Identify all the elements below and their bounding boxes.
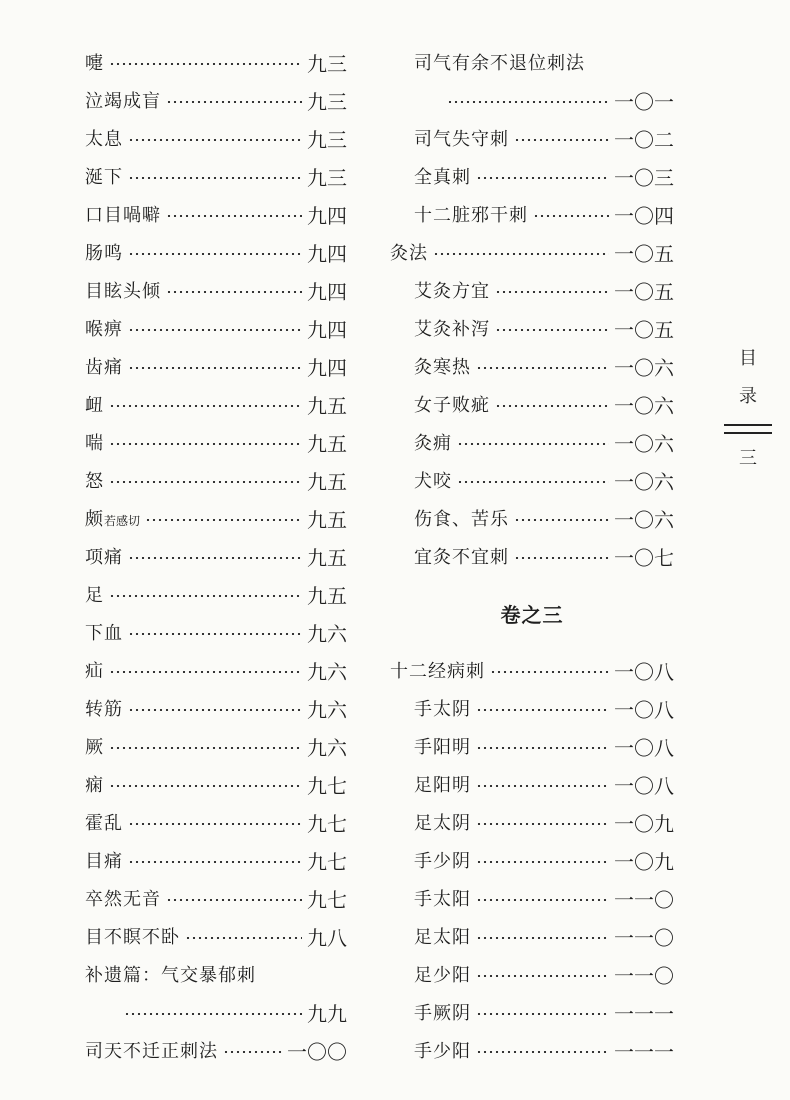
entry-page: 九五 [307,507,347,532]
entry-title: 齿痛 [85,357,123,378]
toc-entry[interactable] [85,727,347,765]
entry-title: 手少阳 [414,1041,471,1062]
toc-entry[interactable] [390,119,674,157]
leader-dots [128,367,302,369]
entry-title: 手厥阴 [414,1003,471,1024]
leader-dots [166,291,302,293]
leader-dots [457,443,609,445]
toc-entry[interactable] [85,651,347,689]
entry-title: 艾灸补泻 [414,319,490,340]
entry-title: 司气有余不退位刺法 [414,53,585,74]
entry-page: 一〇六 [614,393,674,418]
entry-title: 疝 [85,661,104,682]
entry-title: 喘 [85,433,104,454]
entry-page: 九七 [307,887,347,912]
entry-title: 转筋 [85,699,123,720]
entry-page: 一一〇 [614,925,674,950]
toc-entry[interactable] [85,955,347,993]
leader-dots [128,709,302,711]
entry-title: 项痛 [85,547,123,568]
leader-dots [495,405,609,407]
entry-page: 一〇六 [614,507,674,532]
page-number: 三 [739,448,757,469]
toc-entry[interactable] [85,195,347,233]
toc-entry[interactable] [85,423,347,461]
toc-entry[interactable] [390,841,674,879]
entry-title: 女子败疵 [414,395,490,416]
entry-title: 灸痈 [414,433,452,454]
toc-entry[interactable] [85,309,347,347]
leader-dots [109,443,302,445]
leader-dots [109,671,302,673]
toc-entry[interactable] [85,575,347,613]
toc-entry[interactable] [85,233,347,271]
toc-entry-continuation[interactable] [85,993,347,1031]
entry-page: 九六 [307,735,347,760]
entry-page: 一〇八 [614,659,674,684]
leader-dots [476,785,609,787]
entry-page: 九七 [307,849,347,874]
entry-page: 九四 [307,241,347,266]
entry-title: 口目喎噼 [85,205,161,226]
entry-title: 霍乱 [85,813,123,834]
entry-page: 一一一 [614,1001,674,1026]
leader-dots [128,633,302,635]
entry-title: 目不瞑不卧 [85,927,180,948]
toc-entry[interactable] [85,43,347,81]
toc-left-column [85,43,347,1069]
leader-dots [128,253,302,255]
leader-dots [514,519,609,521]
entry-page: 九六 [307,697,347,722]
leader-dots [109,63,302,65]
entry-title: 目痛 [85,851,123,872]
toc-entry[interactable] [390,765,674,803]
section-side-tab [724,340,772,478]
leader-dots [476,709,609,711]
entry-title: 肠鸣 [85,243,123,264]
toc-entry[interactable] [85,157,347,195]
leader-dots [476,861,609,863]
side-tab-char-mu: 目 [739,348,757,369]
leader-dots [109,481,302,483]
entry-page: 九六 [307,659,347,684]
entry-page: 一〇〇 [287,1039,347,1064]
leader-dots [495,329,609,331]
leader-dots [447,101,609,103]
entry-title [85,505,140,531]
leader-dots [476,177,609,179]
entry-page: 九五 [307,393,347,418]
entry-title: 足少阳 [414,965,471,986]
volume-heading: 卷之三 [500,602,564,627]
toc-entry[interactable] [390,917,674,955]
entry-page: 九四 [307,203,347,228]
entry-title: 太息 [85,129,123,150]
entry-page: 九四 [307,279,347,304]
entry-page: 一〇一 [614,89,674,114]
entry-title: 嚏 [85,53,104,74]
entry-page: 九五 [307,583,347,608]
entry-title: 犬咬 [414,471,452,492]
entry-title: 手太阴 [414,699,471,720]
entry-title: 手太阳 [414,889,471,910]
entry-title: 手阳明 [414,737,471,758]
leader-dots [128,139,302,141]
entry-page: 九八 [307,925,347,950]
entry-page: 一〇五 [614,241,674,266]
leader-dots [476,1051,609,1053]
entry-page: 一〇八 [614,697,674,722]
leader-dots [128,861,302,863]
entry-page: 一〇五 [614,317,674,342]
toc-entry[interactable] [390,1031,674,1069]
leader-dots [109,595,302,597]
toc-entry[interactable] [85,1031,347,1069]
entry-page: 九三 [307,51,347,76]
toc-entry[interactable] [390,157,674,195]
entry-page: 一一〇 [614,887,674,912]
entry-page: 一〇九 [614,811,674,836]
pronunciation-note: 若感切 [104,514,141,528]
entry-title: 司气失守刺 [414,129,509,150]
entry-title: 艾灸方宜 [414,281,490,302]
toc-entry[interactable] [85,347,347,385]
toc-entry[interactable] [85,537,347,575]
entry-page: 九七 [307,773,347,798]
toc-entry[interactable] [85,119,347,157]
entry-title: 足太阴 [414,813,471,834]
toc-entry[interactable] [390,499,674,537]
toc-entry[interactable] [390,993,674,1031]
entry-title: 怒 [85,471,104,492]
leader-dots [128,329,302,331]
entry-page: 九四 [307,317,347,342]
toc-entry[interactable] [390,195,674,233]
toc-entry[interactable] [85,689,347,727]
leader-dots [124,1013,302,1015]
leader-dots [476,823,609,825]
toc-entry[interactable] [390,651,674,689]
leader-dots [128,177,302,179]
toc-entry[interactable] [390,727,674,765]
entry-page: 九四 [307,355,347,380]
entry-title: 灸法 [390,243,428,264]
leader-dots [185,937,302,939]
entry-page: 一一〇 [614,963,674,988]
toc-entry[interactable] [85,271,347,309]
leader-dots [109,747,302,749]
entry-title: 全真刺 [414,167,471,188]
entry-title: 涎下 [85,167,123,188]
entry-page: 一〇四 [614,203,674,228]
entry-title: 伤食、苦乐 [414,509,509,530]
entry-page: 一〇七 [614,545,674,570]
toc-entry[interactable] [85,385,347,423]
leader-dots [166,215,302,217]
leader-dots [476,367,609,369]
entry-title: 灸寒热 [414,357,471,378]
entry-page: 一〇六 [614,469,674,494]
entry-page: 一〇八 [614,773,674,798]
entry-title: 衄 [85,395,104,416]
toc-entry[interactable] [85,917,347,955]
entry-page: 九三 [307,165,347,190]
entry-page: 一〇三 [614,165,674,190]
entry-title: 足太阳 [414,927,471,948]
toc-entry[interactable] [390,461,674,499]
leader-dots [476,747,609,749]
entry-title: 十二脏邪干刺 [414,205,528,226]
leader-dots [223,1051,282,1053]
toc-entry[interactable] [390,537,674,575]
leader-dots [109,405,302,407]
toc-entry-continuation[interactable] [390,81,674,119]
entry-title: 补遗篇：气交暴郁刺 [85,965,256,986]
leader-dots [109,785,302,787]
entry-title: 十二经病刺 [390,661,485,682]
toc-entry[interactable] [390,271,674,309]
leader-dots [533,215,609,217]
toc-entry[interactable] [85,81,347,119]
toc-entry[interactable] [390,43,674,81]
entry-page: 九三 [307,89,347,114]
double-rule-divider [724,424,772,434]
entry-page: 一一一 [614,1039,674,1064]
entry-page: 一〇九 [614,849,674,874]
leader-dots [476,1013,609,1015]
leader-dots [476,937,609,939]
entry-title-main: 颇 [85,509,104,530]
entry-title: 手少阴 [414,851,471,872]
leader-dots [433,253,609,255]
entry-page: 一〇八 [614,735,674,760]
entry-title: 喉痹 [85,319,123,340]
toc-entry[interactable] [85,461,347,499]
leader-dots [476,975,609,977]
toc-entry[interactable] [390,347,674,385]
entry-title: 卒然无音 [85,889,161,910]
entry-title: 宜灸不宜刺 [414,547,509,568]
leader-dots [166,899,302,901]
entry-title: 足阳明 [414,775,471,796]
entry-page: 一〇六 [614,355,674,380]
entry-page: 九三 [307,127,347,152]
leader-dots [128,823,302,825]
toc-entry[interactable] [85,879,347,917]
side-tab-char-lu: 录 [739,386,757,407]
toc-entry[interactable] [85,803,347,841]
leader-dots [495,291,609,293]
toc-entry[interactable] [85,499,347,537]
toc-entry[interactable] [390,385,674,423]
toc-entry[interactable] [390,233,674,271]
leader-dots [128,557,302,559]
entry-title: 泣竭成盲 [85,91,161,112]
entry-title: 下血 [85,623,123,644]
leader-dots [490,671,609,673]
toc-entry[interactable] [85,841,347,879]
toc-entry[interactable] [390,423,674,461]
entry-title: 厥 [85,737,104,758]
toc-entry[interactable] [390,955,674,993]
toc-entry[interactable] [85,765,347,803]
toc-entry[interactable] [390,689,674,727]
leader-dots [145,519,302,521]
entry-title: 足 [85,585,104,606]
toc-entry[interactable] [390,879,674,917]
entry-page: 一〇五 [614,279,674,304]
entry-title: 目眩头倾 [85,281,161,302]
entry-title: 痫 [85,775,104,796]
leader-dots [457,481,609,483]
leader-dots [476,899,609,901]
entry-page: 九七 [307,811,347,836]
entry-title: 司天不迁正刺法 [85,1041,218,1062]
leader-dots [514,139,609,141]
entry-page: 一〇二 [614,127,674,152]
toc-entry[interactable] [390,803,674,841]
leader-dots [166,101,302,103]
toc-right-column [390,43,674,1069]
entry-page: 九六 [307,621,347,646]
entry-page: 九五 [307,545,347,570]
entry-page: 九五 [307,469,347,494]
leader-dots [514,557,609,559]
toc-entry[interactable] [85,613,347,651]
entry-page: 九九 [307,1001,347,1026]
entry-page: 九五 [307,431,347,456]
entry-page: 一〇六 [614,431,674,456]
toc-entry[interactable] [390,309,674,347]
